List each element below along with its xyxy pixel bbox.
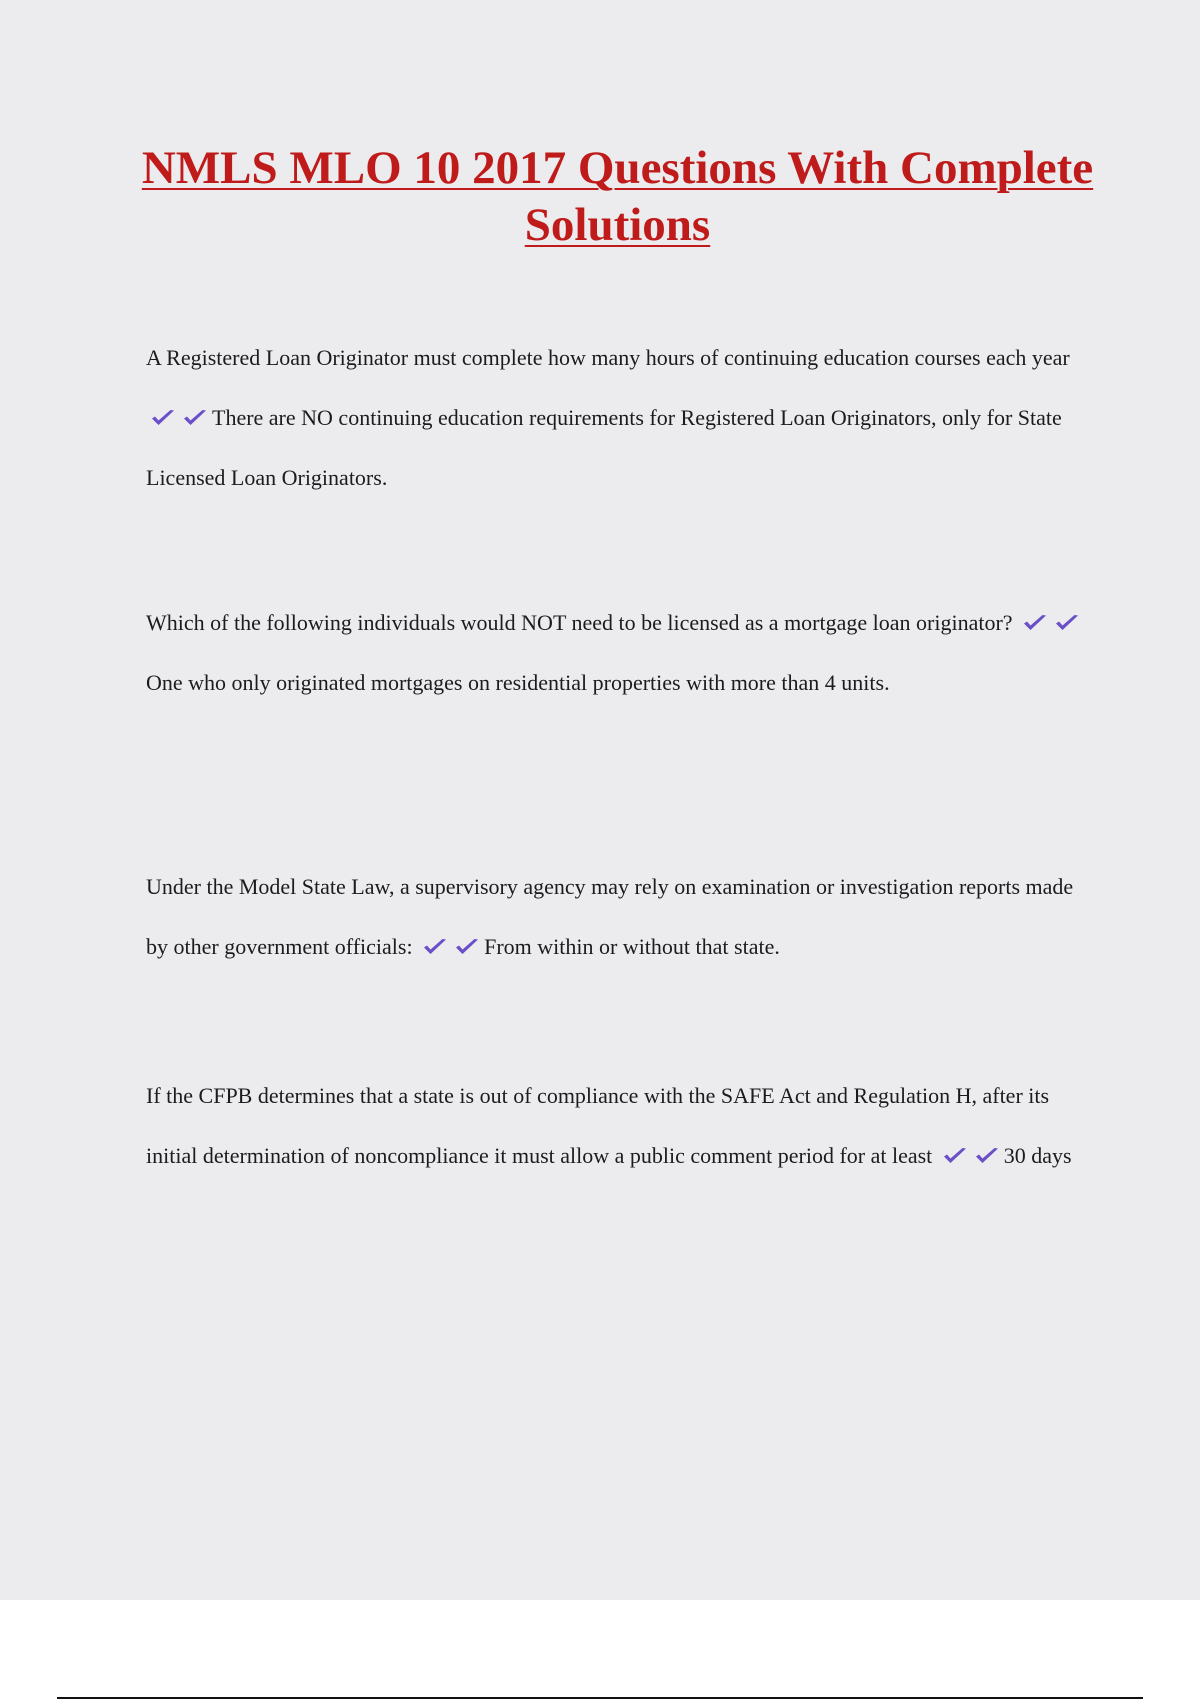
checkmark-icon bbox=[182, 408, 208, 428]
checkmark-icon bbox=[1022, 613, 1048, 633]
checkmark-icon bbox=[422, 937, 448, 957]
question-answer-item bbox=[146, 593, 1096, 713]
checkmark-icon bbox=[1054, 613, 1080, 633]
document-title: NMLS MLO 10 2017 Questions With Complete Solutions bbox=[141, 142, 1094, 251]
answer-text: One who only originated mortgages on residential properties with more than 4 units. bbox=[146, 670, 890, 695]
answer-text: From within or without that state. bbox=[484, 934, 780, 959]
answer-text: There are NO continuing education requirements for Registered Loan Originators, only for State Licensed Loan Originators. bbox=[146, 405, 1062, 490]
checkmark-icon bbox=[150, 408, 176, 428]
question-answer-item bbox=[146, 857, 1096, 977]
checkmark-icon bbox=[974, 1146, 1000, 1166]
question-text: Under the Model State Law, a supervisory agency may rely on examination or investigation reports made by other government officials: bbox=[146, 874, 1074, 959]
checkmark-icon bbox=[454, 937, 480, 957]
question-text: Which of the following individuals would NOT need to be licensed as a mortgage loan originator? bbox=[146, 610, 1013, 635]
question-answer-item bbox=[146, 1066, 1096, 1186]
footer-divider bbox=[57, 1697, 1143, 1699]
answer-text: 30 days bbox=[1003, 1143, 1072, 1168]
checkmark-icon bbox=[942, 1146, 968, 1166]
question-answer-item bbox=[146, 328, 1096, 508]
question-text: If the CFPB determines that a state is out of compliance with the SAFE Act and Regulation H, after its initial determination of noncompliance it must allow a public comment period for at least bbox=[146, 1083, 1050, 1168]
question-text: A Registered Loan Originator must complete how many hours of continuing education courses each year bbox=[146, 345, 1070, 370]
